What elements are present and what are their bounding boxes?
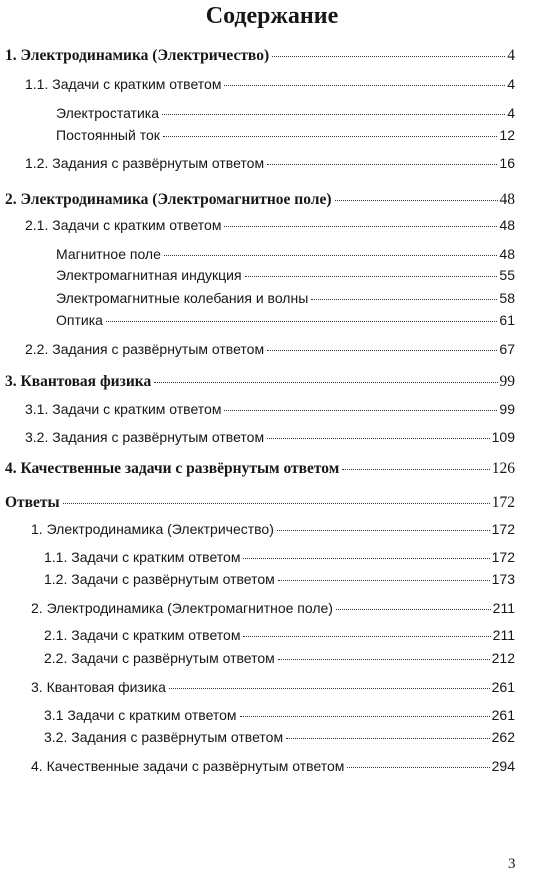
- dot-leader: [63, 503, 490, 504]
- toc-entry-page: 172: [491, 521, 515, 537]
- dot-leader: [272, 56, 505, 57]
- toc-entry-label: 3.1 Задачи с кратким ответом: [44, 707, 237, 723]
- toc-entry[interactable]: [25, 340, 515, 359]
- toc-entry[interactable]: [5, 46, 515, 65]
- toc-entry[interactable]: [25, 400, 515, 419]
- dot-leader: [169, 688, 490, 689]
- toc-entry[interactable]: [31, 520, 515, 539]
- toc-entry-label: 2.2. Задачи с развёрнутым ответом: [44, 650, 275, 666]
- toc-entry-page: 261: [491, 707, 515, 723]
- toc-entry-page: 48: [499, 191, 515, 208]
- toc-entry-label: 4. Качественные задачи с развёрнутым ответом: [31, 758, 345, 774]
- toc-entry[interactable]: [25, 216, 515, 235]
- toc-entry-label: 3.2. Задания с развёрнутым ответом: [25, 429, 265, 445]
- toc-entry[interactable]: [44, 570, 515, 589]
- toc-entry-page: 12: [499, 127, 515, 143]
- toc-entry-label: 1.1. Задачи с кратким ответом: [44, 549, 241, 565]
- toc-entry-label: 2.1. Задачи с кратким ответом: [25, 217, 222, 233]
- toc-entry[interactable]: [25, 428, 515, 447]
- dot-leader: [286, 738, 490, 739]
- toc-entry-label: 2. Электродинамика (Электромагнитное поле): [5, 191, 332, 208]
- toc-entry[interactable]: [31, 599, 515, 618]
- page-number: 3: [508, 856, 516, 872]
- toc-entry-label: Магнитное поле: [56, 246, 161, 262]
- toc-entry-label: Электростатика: [56, 105, 160, 121]
- toc-entry[interactable]: [56, 245, 515, 264]
- toc-entry[interactable]: [5, 372, 515, 391]
- toc-entry-label: 1.2. Задания с развёрнутым ответом: [25, 155, 265, 171]
- toc-entry-page: 211: [492, 600, 515, 616]
- toc-entry-page: 294: [491, 758, 515, 774]
- dot-leader: [245, 276, 498, 277]
- toc-entry[interactable]: [44, 728, 515, 747]
- dot-leader: [267, 438, 490, 439]
- toc-entry[interactable]: [56, 126, 515, 145]
- dot-leader: [163, 136, 498, 137]
- toc-entry[interactable]: [44, 706, 515, 725]
- toc-entry-label: 1. Электродинамика (Электричество): [5, 47, 270, 64]
- toc-entry-page: 262: [491, 729, 515, 745]
- toc-entry-page: 173: [491, 571, 515, 587]
- dot-leader: [278, 659, 490, 660]
- toc-entry-page: 99: [499, 401, 515, 417]
- toc-entry[interactable]: [44, 626, 515, 645]
- toc-entry-page: 211: [492, 627, 515, 643]
- toc-entry[interactable]: [44, 649, 515, 668]
- toc-entry-label: 3. Квантовая физика: [31, 679, 166, 695]
- toc-entry-label: 3.1. Задачи с кратким ответом: [25, 401, 222, 417]
- toc-entry-label: 3.2. Задания с развёрнутым ответом: [44, 729, 284, 745]
- toc-entry[interactable]: [25, 154, 515, 173]
- toc-entry[interactable]: [31, 757, 515, 776]
- toc-entry[interactable]: [25, 75, 515, 94]
- toc-entry-page: 172: [491, 494, 515, 511]
- dot-leader: [243, 558, 489, 559]
- dot-leader: [224, 226, 497, 227]
- toc-entry[interactable]: [5, 493, 515, 512]
- toc-entry-page: 4: [507, 105, 515, 121]
- dot-leader: [224, 85, 505, 86]
- toc-entry-page: 48: [499, 246, 515, 262]
- dot-leader: [277, 530, 490, 531]
- toc-entry-label: 2.2. Задания с развёрнутым ответом: [25, 341, 265, 357]
- dot-leader: [154, 382, 497, 383]
- toc-entry-label: 1.1. Задачи с кратким ответом: [25, 76, 222, 92]
- toc-entry[interactable]: [56, 266, 515, 285]
- toc-entry-page: 99: [499, 373, 515, 390]
- toc-entry-page: 172: [491, 549, 515, 565]
- toc-entry-page: 48: [499, 217, 515, 233]
- dot-leader: [347, 767, 489, 768]
- dot-leader: [267, 164, 497, 165]
- toc-entry-page: 58: [499, 290, 515, 306]
- dot-leader: [278, 580, 490, 581]
- toc-entry-label: 4. Качественные задачи с развёрнутым ответом: [5, 460, 340, 477]
- dot-leader: [267, 350, 497, 351]
- toc-entry-page: 261: [491, 679, 515, 695]
- toc-entry-label: Электромагнитные колебания и волны: [56, 290, 309, 306]
- toc-entry-page: 55: [499, 267, 515, 283]
- dot-leader: [342, 469, 489, 470]
- toc-entry-page: 4: [507, 76, 515, 92]
- dot-leader: [162, 114, 505, 115]
- dot-leader: [336, 609, 491, 610]
- toc-entry-label: Электромагнитная индукция: [56, 267, 242, 283]
- dot-leader: [106, 321, 498, 322]
- page-title: Содержание: [205, 3, 339, 29]
- dot-leader: [224, 410, 497, 411]
- toc-entry[interactable]: [31, 678, 515, 697]
- toc-entry-label: 2. Электродинамика (Электромагнитное поле): [31, 600, 333, 616]
- toc-entry[interactable]: [5, 459, 515, 478]
- dot-leader: [243, 636, 490, 637]
- toc-entry[interactable]: [5, 190, 515, 209]
- toc-entry-page: 67: [499, 341, 515, 357]
- toc-entry[interactable]: [56, 104, 515, 123]
- toc-entry-label: 1.2. Задачи с развёрнутым ответом: [44, 571, 275, 587]
- toc-entry-label: Ответы: [5, 494, 60, 511]
- toc-entry-label: 1. Электродинамика (Электричество): [31, 521, 274, 537]
- toc-entry-page: 61: [499, 312, 515, 328]
- toc-entry-page: 16: [499, 155, 515, 171]
- toc-entry-label: 2.1. Задачи с кратким ответом: [44, 627, 241, 643]
- toc-entry-page: 126: [491, 460, 515, 477]
- toc-entry-page: 4: [507, 47, 515, 64]
- toc-entry-page: 109: [491, 429, 515, 445]
- dot-leader: [311, 299, 497, 300]
- toc-entry-label: 3. Квантовая физика: [5, 373, 152, 390]
- toc-entry-label: Постоянный ток: [56, 127, 160, 143]
- toc-entry-label: Оптика: [56, 312, 103, 328]
- toc-entry[interactable]: [56, 311, 515, 330]
- toc-entry-page: 212: [491, 650, 515, 666]
- dot-leader: [240, 716, 490, 717]
- dot-leader: [335, 200, 498, 201]
- toc-entry[interactable]: [56, 289, 515, 308]
- toc-entry[interactable]: [44, 548, 515, 567]
- dot-leader: [164, 255, 498, 256]
